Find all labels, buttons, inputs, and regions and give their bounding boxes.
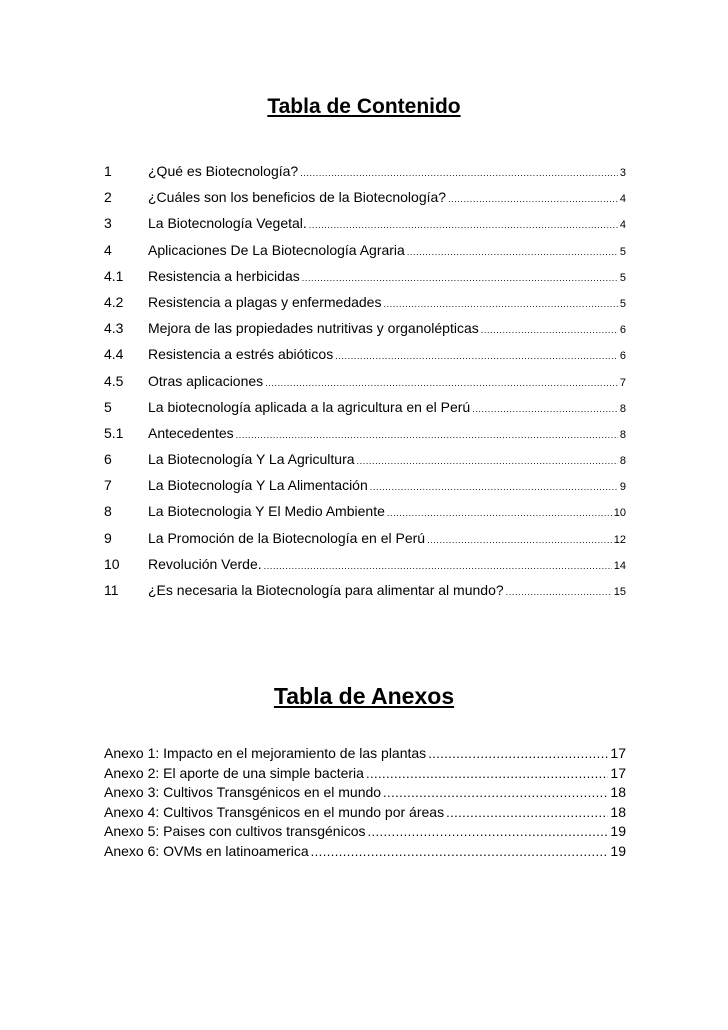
annex-entry-text: Anexo 2: El aporte de una simple bacteria [104,764,364,781]
dot-leader [370,483,618,492]
toc-entry-number: 9 [104,529,112,546]
toc-entry-number: 5 [104,398,112,415]
toc-entry-page: 5 [619,297,626,310]
toc-entry-page: 15 [613,586,626,598]
dot-leader [236,431,618,440]
toc-entry-number: 7 [104,477,112,494]
toc-entry-page: 9 [619,481,626,494]
annex-entry-page: 17 [610,745,626,761]
annex-entry-text: Anexo 1: Impacto en el mejoramiento de las plantas [104,745,427,761]
toc-entry-number: 2 [104,189,112,206]
annex-entry-text: Anexo 3: Cultivos Transgénicos en el mundo [104,784,382,800]
dot-leader [264,562,612,571]
toc-entry[interactable] [104,189,626,215]
toc-entry-text: ¿Qué es Biotecnología? [148,163,299,179]
toc-entry[interactable] [104,373,626,399]
annex-list [104,745,626,862]
annex-entry-page: 19 [610,823,626,839]
dot-leader [383,300,617,309]
toc-entry-text: Revolución Verde. [148,555,262,572]
annex-entry[interactable] [104,784,626,804]
toc-entry-page: 6 [619,324,626,337]
toc-entry[interactable] [104,425,626,451]
toc-entry[interactable] [104,215,626,241]
dot-leader [309,221,618,230]
toc-entry-page: 4 [619,193,626,206]
toc-entry-text: La Biotecnología Y La Alimentación [148,477,368,494]
toc-entry-page: 8 [619,455,626,468]
dot-leader [481,326,618,335]
toc-entry-text: ¿Cuáles son los beneficios de la Biotecnología? [148,189,447,206]
toc-entry-page: 5 [619,245,626,258]
dot-leader [506,588,612,597]
annex-entry-text: Anexo 6: OVMs en latinoamerica [104,842,309,859]
annex-entry[interactable] [104,765,626,785]
toc-entry-page: 12 [613,533,626,546]
dot-leader [448,195,618,204]
toc-entry[interactable] [104,163,626,189]
annex-entry-text: Anexo 4: Cultivos Transgénicos en el mundo por áreas [104,803,445,820]
toc-entry-page: 3 [619,167,626,179]
toc-entry-text: La Biotecnología Vegetal. [148,215,307,232]
toc-entry-number: 5.1 [104,424,124,441]
dot-leader [335,352,618,361]
toc-entry-text: La biotecnología aplicada a la agricultura en el Perú [148,398,471,415]
toc-entry-number: 3 [104,215,112,232]
toc-entry[interactable] [104,242,626,268]
annex-entry-text: Anexo 5: Paises con cultivos transgénicos [104,823,366,839]
toc-entry-text: La Promoción de la Biotecnología en el Perú [148,529,426,546]
toc-entry-number: 4.2 [104,293,124,310]
dot-leader [366,767,608,780]
toc-entry-text: Resistencia a herbicidas [148,267,300,284]
dot-leader [472,405,618,414]
toc-entry-number: 11 [104,582,119,598]
toc-entry-page: 7 [619,376,626,389]
dot-leader [302,274,618,283]
toc-list [104,163,626,608]
toc-entry-text: Aplicaciones De La Biotecnología Agraria [148,241,405,258]
dot-leader [387,509,612,518]
toc-entry-text: Otras aplicaciones [148,372,264,389]
dot-leader [311,845,609,858]
dot-leader [367,825,608,838]
dot-leader [265,379,618,388]
toc-entry-page: 4 [619,219,626,232]
annex-entry-page: 19 [610,842,626,859]
toc-entry-number: 8 [104,503,112,520]
toc-entry-text: La Biotecnología Y La Agricultura [148,451,355,468]
dot-leader [428,747,608,760]
dot-leader [427,536,612,545]
dot-leader [357,457,618,466]
toc-entry-number: 4.5 [104,372,124,389]
toc-entry-number: 4 [104,241,112,258]
toc-entry[interactable] [104,294,626,320]
toc-entry-text: Antecedentes [148,424,234,441]
toc-entry-text: La Biotecnologia Y El Medio Ambiente [148,503,385,520]
toc-entry[interactable] [104,556,626,582]
toc-entry[interactable] [104,451,626,477]
toc-entry-text: Resistencia a estrés abióticos [148,346,334,363]
dot-leader [300,169,618,178]
toc-entry[interactable] [104,530,626,556]
toc-entry-page: 10 [613,507,626,520]
toc-entry-number: 4.1 [104,267,124,284]
annex-entry-page: 18 [610,784,626,800]
toc-entry[interactable] [104,320,626,346]
toc-entry-number: 6 [104,451,112,468]
annex-entry[interactable] [104,745,626,765]
annex-entry-page: 17 [610,764,626,781]
toc-entry-number: 4.3 [104,320,124,337]
toc-entry-page: 14 [613,559,626,572]
toc-entry-page: 8 [619,402,626,415]
dot-leader [383,786,608,799]
toc-entry-text: Resistencia a plagas y enfermedades [148,293,382,310]
toc-entry-page: 8 [619,428,626,441]
toc-entry[interactable] [104,503,626,529]
toc-entry-number: 10 [104,555,120,572]
toc-entry-number: 4.4 [104,346,124,363]
annex-entry[interactable] [104,843,626,863]
toc-entry[interactable] [104,268,626,294]
annex-entry-page: 18 [610,803,626,820]
toc-entry[interactable] [104,582,626,608]
dot-leader [407,248,618,257]
toc-entry[interactable] [104,346,626,372]
toc-entry-text: ¿Es necesaria la Biotecnología para alimentar al mundo? [148,582,504,598]
toc-entry-page: 6 [619,350,626,363]
toc-entry[interactable] [104,399,626,425]
toc-entry-page: 5 [619,271,626,284]
toc-entry-number: 1 [104,163,112,179]
toc-entry-text: Mejora de las propiedades nutritivas y organolépticas [148,320,479,337]
toc-title: Tabla de Contenido [267,95,461,118]
annex-entry[interactable] [104,804,626,824]
toc-entry[interactable] [104,477,626,503]
annex-entry[interactable] [104,823,626,843]
annex-title: Tabla de Anexos [273,683,455,709]
dot-leader [446,806,608,819]
